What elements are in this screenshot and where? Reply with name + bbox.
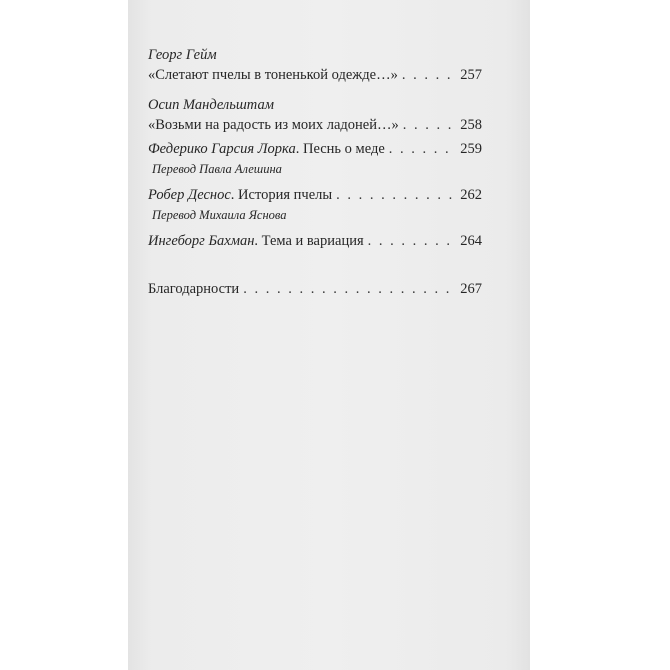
page-number: 264 [460,233,482,249]
leader-dots [402,65,452,85]
page-number: 262 [460,187,482,203]
entry-title: . История пчелы [230,187,333,203]
page-number: 258 [460,117,482,133]
leader-dots [336,185,452,205]
entry-title: «Слетают пчелы в тоненькой одежде…» [148,67,398,83]
leader-dots [389,139,452,159]
entry-title: Благодарности [148,281,240,297]
translator-credit: Перевод Павла Алешина [152,162,282,176]
toc-entry-title-row [148,115,482,135]
author-name: Федерико Гарсия Лорка [148,141,296,157]
entry-heading [148,139,385,159]
toc-entry-translator [148,159,482,179]
page-number: 259 [460,141,482,157]
toc-acknowledgements-row [148,279,482,299]
author-name: Ингеборг Бахман [148,233,255,249]
entry-heading [148,185,332,205]
author-name: Георг Гейм [148,47,217,63]
toc-entry-title-row [148,139,482,159]
toc-entry-title-row [148,185,482,205]
entry-title: . Песнь о меде [295,141,385,157]
entry-title: . Тема и вариация [254,233,364,249]
toc-entry-author [148,45,482,65]
table-of-contents [148,45,482,299]
translator-credit: Перевод Михаила Яснова [152,208,287,222]
page-number: 267 [460,281,482,297]
toc-entry-title-row [148,231,482,251]
page-number: 257 [460,67,482,83]
leader-dots [243,279,452,299]
author-name: Робер Деснос [148,187,231,203]
toc-entry-title-row [148,65,482,85]
author-name: Осип Мандельштам [148,97,274,113]
entry-heading [148,231,364,251]
toc-entry-translator [148,205,482,225]
entry-title: «Возьми на радость из моих ладоней…» [148,117,399,133]
leader-dots [368,231,452,251]
toc-entry-author [148,95,482,115]
leader-dots [403,115,452,135]
